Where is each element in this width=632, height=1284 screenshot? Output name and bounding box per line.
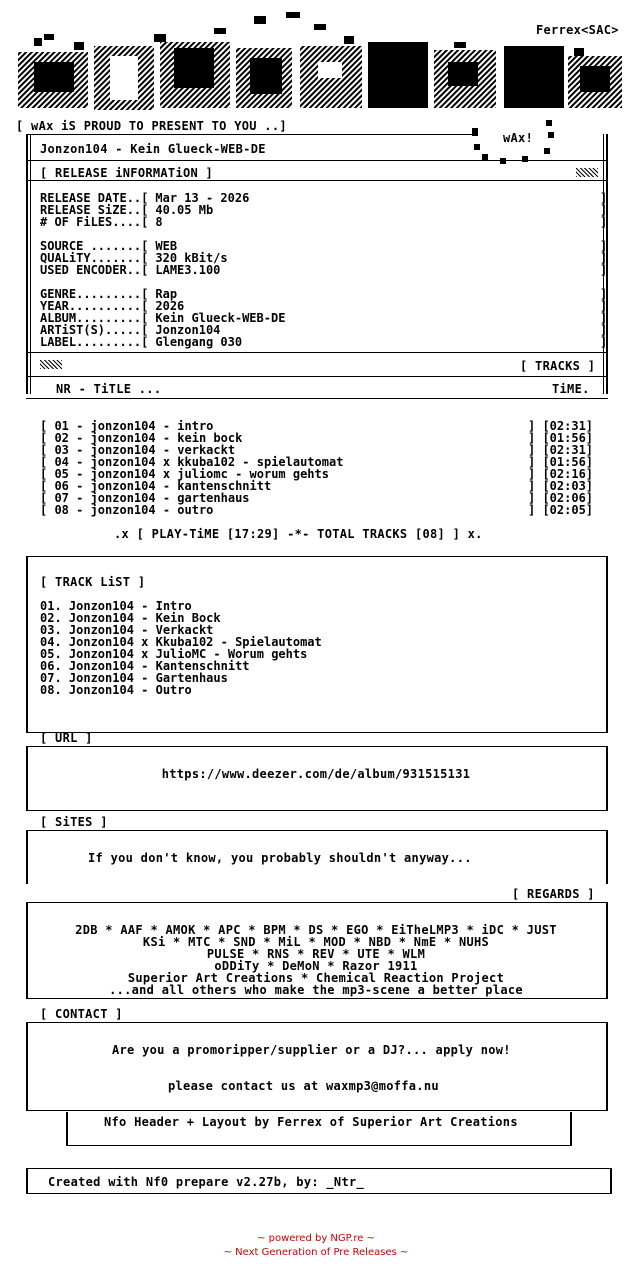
regards-line: 2DB * AAF * AMOK * APC * BPM * DS * EGO * EiTheLMP3 * iDC * JUST [75, 923, 557, 937]
track-time: ] [02:16] [528, 467, 594, 481]
tracks-col-title: NR - TiTLE ... [56, 382, 162, 396]
tracks-col-time: TiME. [552, 382, 590, 396]
info-value: Glengang 030 [155, 335, 243, 349]
bracket-decoration: ] [600, 239, 608, 253]
tracklist-item: 03. Jonzon104 - Verkackt [40, 623, 214, 637]
regards-line: oDDiTy * DeMoN * Razor 1911 [214, 959, 418, 973]
track-row: [ 03 - jonzon104 - verkackt [40, 443, 236, 457]
track-row: [ 05 - jonzon104 x juliomc - worum gehts [40, 467, 329, 481]
regards-line: KSi * MTC * SND * MiL * MOD * NBD * NmE * NUHS [142, 935, 490, 949]
info-header: [ RELEASE iNFORMATiON ] [40, 166, 214, 180]
info-value: WEB [155, 239, 178, 253]
info-value: 320 kBit/s [155, 251, 228, 265]
info-label: GENRE.........[ [40, 287, 149, 301]
info-value: LAME3.100 [155, 263, 221, 277]
tracklist-item: 05. Jonzon104 x JulioMC - Worum gehts [40, 647, 308, 661]
info-label: ARTiST(S).....[ [40, 323, 149, 337]
sites-header: [ SiTES ] [40, 815, 108, 829]
tracklist-item: 07. Jonzon104 - Gartenhaus [40, 671, 228, 685]
info-value: Rap [155, 287, 178, 301]
hatch-block [576, 168, 598, 177]
info-row [40, 336, 242, 348]
track-time: ] [02:05] [528, 503, 594, 517]
regards-line: PULSE * RNS * REV * UTE * WLM [206, 947, 426, 961]
playtime-summary: .x [ PLAY-TiME [17:29] -*- TOTAL TRACKS [08] ] x. [114, 527, 483, 541]
wax-logo [14, 12, 626, 120]
track-row: [ 06 - jonzon104 - kantenschnitt [40, 479, 272, 493]
ngp-tagline: ~ Next Generation of Pre Releases ~ [223, 1247, 409, 1258]
layout-credit: Nfo Header + Layout by Ferrex of Superior Art Creations [104, 1115, 518, 1129]
bracket-decoration: ] [600, 287, 608, 301]
info-value: Kein Glueck-WEB-DE [155, 311, 286, 325]
track-time: ] [01:56] [528, 455, 594, 469]
info-label: RELEASE SiZE..[ [40, 203, 149, 217]
info-label: LABEL.........[ [40, 335, 149, 349]
info-row [40, 264, 220, 276]
info-row [40, 216, 163, 228]
bracket-decoration: ] [600, 299, 608, 313]
info-label: USED ENCODER..[ [40, 263, 149, 277]
proud-banner: [ wAx iS PROUD TO PRESENT TO YOU ..] [16, 119, 287, 133]
info-value: Jonzon104 [155, 323, 221, 337]
track-row: [ 01 - jonzon104 - intro [40, 419, 214, 433]
info-label: # OF FiLES....[ [40, 215, 149, 229]
track-row: [ 04 - jonzon104 x kkuba102 - spielautomat [40, 455, 344, 469]
info-value: 8 [155, 215, 163, 229]
release-title: Jonzon104 - Kein Glueck-WEB-DE [40, 142, 266, 156]
powered-by: ~ powered by NGP.re ~ [257, 1233, 375, 1244]
info-label: RELEASE DATE..[ [40, 191, 149, 205]
info-value: 2026 [155, 299, 185, 313]
bracket-decoration: ] [600, 335, 608, 349]
track-row: [ 07 - jonzon104 - gartenhaus [40, 491, 250, 505]
contact-header: [ CONTACT ] [40, 1007, 123, 1021]
track-row: [ 08 - jonzon104 - outro [40, 503, 214, 517]
bracket-decoration: ] [600, 215, 608, 229]
bracket-decoration: ] [600, 311, 608, 325]
tracks-header: [ TRACKS ] [520, 359, 596, 373]
info-value: 40.05 Mb [155, 203, 214, 217]
hatch-block [40, 360, 62, 369]
track-time: ] [02:31] [528, 419, 594, 433]
track-time: ] [02:03] [528, 479, 594, 493]
contact-email[interactable]: please contact us at waxmp3@moffa.nu [168, 1079, 439, 1093]
bracket-decoration: ] [600, 263, 608, 277]
tracklist-item: 02. Jonzon104 - Kein Bock [40, 611, 221, 625]
info-value: Mar 13 - 2026 [155, 191, 250, 205]
logo-dots [466, 118, 566, 166]
bracket-decoration: ] [600, 251, 608, 265]
info-label: QUALiTY.......[ [40, 251, 149, 265]
regards-header: [ REGARDS ] [512, 887, 595, 901]
tracklist-item: 04. Jonzon104 x Kkuba102 - Spielautomat [40, 635, 322, 649]
info-label: ALBUM.........[ [40, 311, 149, 325]
bracket-decoration: ] [600, 191, 608, 205]
contact-apply: Are you a promoripper/supplier or a DJ?... apply now! [112, 1043, 511, 1057]
created-with: Created with Nf0 prepare v2.27b, by: _Ntr_ [48, 1175, 365, 1189]
track-time: ] [02:06] [528, 491, 594, 505]
album-url[interactable]: https://www.deezer.com/de/album/931515131 [161, 767, 471, 781]
info-label: SOURCE .......[ [40, 239, 149, 253]
tracklist-header: [ TRACK LiST ] [40, 575, 146, 589]
sites-text: If you don't know, you probably shouldn't anyway... [88, 851, 472, 865]
header-credit: Ferrex<SAC> [536, 23, 619, 37]
bracket-decoration: ] [600, 323, 608, 337]
track-row: [ 02 - jonzon104 - kein bock [40, 431, 243, 445]
tracklist-item: 01. Jonzon104 - Intro [40, 599, 192, 613]
track-time: ] [01:56] [528, 431, 594, 445]
url-header: [ URL ] [40, 731, 93, 745]
bracket-decoration: ] [600, 203, 608, 217]
regards-line: ...and all others who make the mp3-scene a better place [109, 983, 523, 997]
regards-line: Superior Art Creations * Chemical Reaction Project [127, 971, 505, 985]
tracklist-item: 06. Jonzon104 - Kantenschnitt [40, 659, 250, 673]
logo-tag: wAx! [503, 131, 534, 145]
info-label: YEAR..........[ [40, 299, 149, 313]
tracklist-item: 08. Jonzon104 - Outro [40, 683, 192, 697]
track-time: ] [02:31] [528, 443, 594, 457]
